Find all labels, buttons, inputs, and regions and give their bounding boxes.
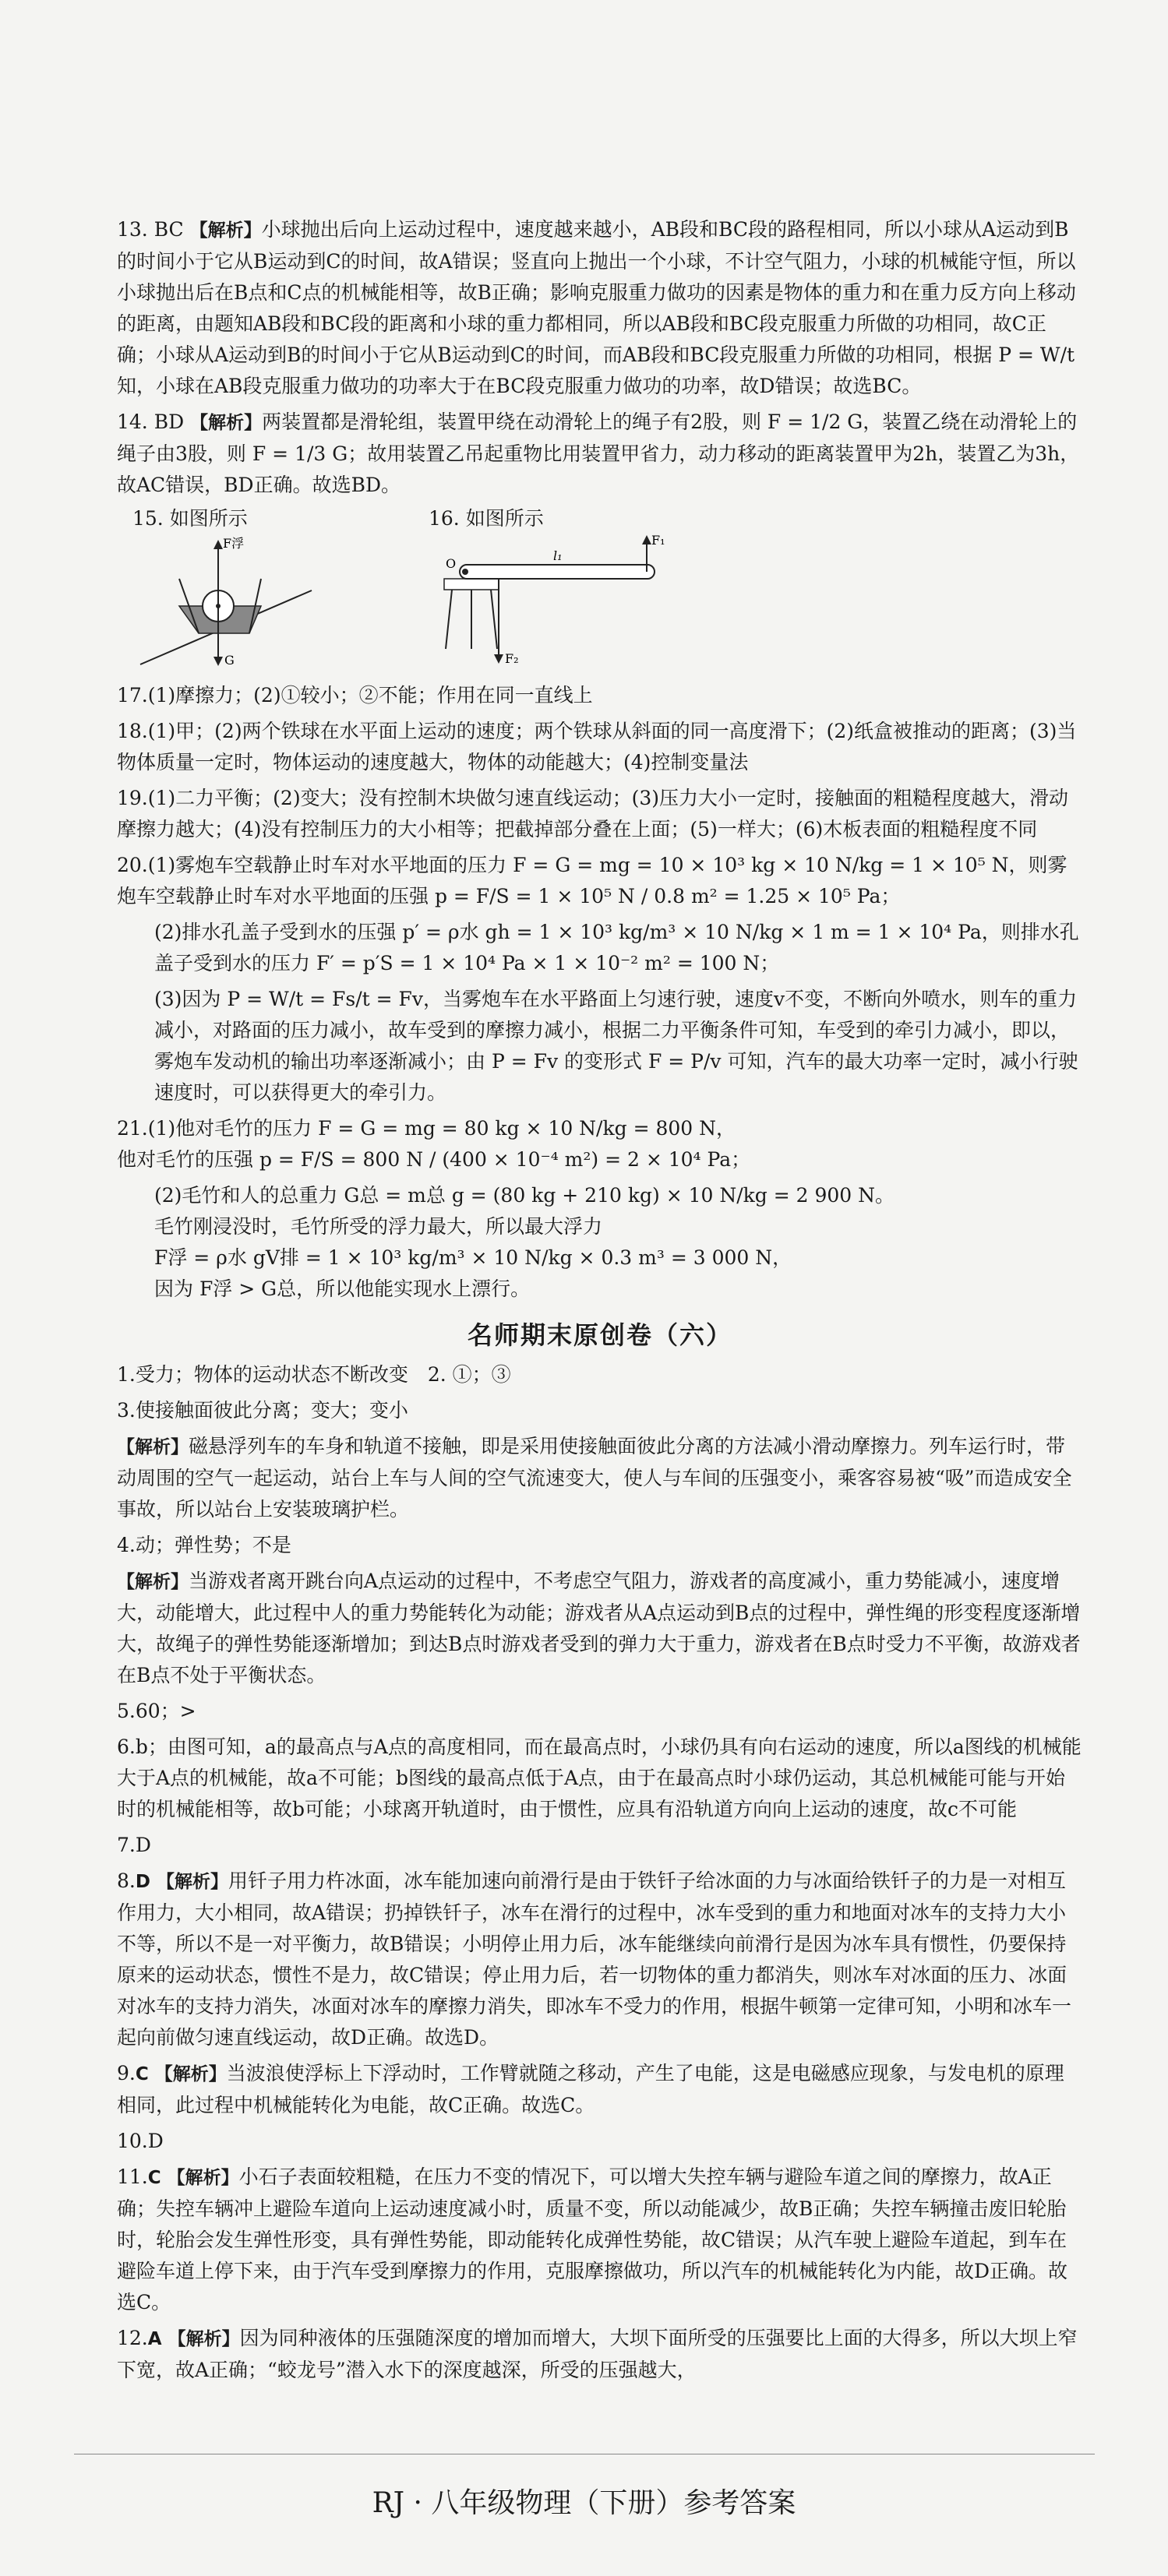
answer-3 xyxy=(117,1395,1083,1426)
answer-21-2 xyxy=(117,1180,1083,1305)
answer-text: 磁悬浮列车的车身和轨道不接触，即是采用使接触面彼此分离的方法减小滑动摩擦力。列车运行时，带动周围的空气一起运动，站台上车与人间的空气流速变大，使人与车间的压强变小，乘客容易被“吸”而造成安全事故，所以站台上安装玻璃护栏。 xyxy=(117,1435,1072,1521)
buoyancy-diagram xyxy=(132,532,319,672)
answer-text: 使接触面彼此分离；变大；变小 xyxy=(135,1399,408,1422)
answer-text: 当波浪使浮标上下浮动时，工作臂就随之移动，产生了电能，这是电磁感应现象，与发电机的原理相同，此过程中机械能转化为电能，故C正确。故选C。 xyxy=(117,2062,1064,2116)
f1-label: F₁ xyxy=(651,533,665,548)
buoyant-force-label: F浮 xyxy=(223,536,245,551)
figure-16 xyxy=(429,506,678,675)
answer-9 xyxy=(117,2058,1083,2121)
answer-number: 8. xyxy=(117,1869,136,1892)
answer-text: 用钎子用力杵冰面，冰车能加速向前滑行是由于铁钎子给冰面的力与冰面给铁钎子的力是一对相互作用力，大小相同，故A错误；扔掉铁钎子，冰车在滑行的过程中，冰车受到的重力和地面对冰车的支持力大小不等，所以不是一对平衡力，故B错误；小明停止用力后，冰车能继续向前滑行是因为冰车具有惯性，仍要保持原来的运动状态，惯性不是力，故C错误；停止用力后，若一切物体的重力都消失，则冰车对冰面的压力、冰面对冰车的支持力消失，冰面对冰车的摩擦力消失，即冰车不受力的作用，根据牛顿第一定律可知，小明和冰车一起向前做匀速直线运动，故D正确。故选D。 xyxy=(117,1869,1072,2049)
answer-number: 20. xyxy=(117,854,148,876)
answer-text: 两装置都是滑轮组，装置甲绕在动滑轮上的绳子有2股，则 F = 1/2 G，装置乙绕在动滑轮上的绳子由3股，则 F = 1/3 G；故用装置乙吊起重物比用装置甲省力，动力移动的距离装置甲为2h，装置乙为3h，故AC错误，BD正确。故选BD。 xyxy=(117,411,1080,496)
answer-text: (1)二力平衡；(2)变大；没有控制木块做匀速直线运动；(3)压力大小一定时，接触面的粗糙程度越大，滑动摩擦力越大；(4)没有控制压力的大小相等；把截掉部分叠在上面；(5)一样大；(6)木板表面的粗糙程度不同 xyxy=(117,787,1069,840)
fulcrum-point xyxy=(462,569,468,575)
answer-5 xyxy=(117,1696,1083,1727)
answer-text: b；由图可知，a的最高点与A点的高度相同，而在最高点时，小球仍具有向右运动的速度，所以a图线的机械能大于A点的机械能，故a不可能；b图线的最高点低于A点，由于在最高点时小球仍运动，其总机械能可能与开始时的机械能相等，故b可能；小球离开轨道时，由于惯性，应具有沿轨道方向向上运动的速度，故c不可能 xyxy=(117,1736,1082,1820)
answer-number: 4. xyxy=(117,1534,136,1556)
figure-16-label: 16. 如图所示 xyxy=(429,507,544,530)
page-footer: RJ · 八年级物理（下册）参考答案 xyxy=(372,2487,796,2519)
analysis-4 xyxy=(117,1566,1083,1691)
figure-15-label: 15. 如图所示 xyxy=(132,507,248,530)
answer-20-1 xyxy=(117,850,1083,912)
answer-text: 受力；物体的运动状态不断改变 2. ①；③ xyxy=(135,1363,511,1386)
answer-text: (1)雾炮车空载静止时车对水平地面的压力 F = G = mg = 10 × 10³ kg × 10 N/kg = 1 × 10⁵ N，则雾炮车空载静止时车对水平地面的压强 p = F/S = 1 × 10⁵ N / 0.8 m² = 1.25 × 10⁵ Pa； xyxy=(117,854,1067,907)
answer-content xyxy=(117,214,1083,2391)
answer-number: 21. xyxy=(117,1117,148,1140)
analysis-tag: 【解析】 xyxy=(189,220,262,241)
stool-top xyxy=(444,579,499,590)
answer-7 xyxy=(117,1830,1083,1861)
stool-leg-right xyxy=(491,590,497,649)
buoyant-arrow-head xyxy=(213,540,223,549)
gravity-arrow-head xyxy=(213,657,223,666)
fulcrum-label: O xyxy=(446,556,457,571)
answer-text: 当游戏者离开跳台向A点运动的过程中，不考虑空气阻力，游戏者的高度减小，重力势能减小，速度增大，动能增大，此过程中人的重力势能转化为动能；游戏者从A点运动到B点的过程中，弹性绳的形变程度逐渐增大，故绳子的弹性势能逐渐增加；到达B点时游戏者受到的弹力大于重力，游戏者在B点时受力不平衡，故游戏者在B点不处于平衡状态。 xyxy=(117,1570,1081,1686)
answer-text: (2)毛竹和人的总重力 G总 = m总 g = (80 kg + 210 kg) × 10 N/kg = 2 900 N。 毛竹刚浸没时，毛竹所受的浮力最大，所以最大浮力 F浮 = ρ水 gV排 = 1 × 10³ kg/m³ × 10 N/kg × 0.3 m³ = 3 000 N， 因为 F浮 > G总，所以他能实现水上漂行。 xyxy=(154,1184,895,1300)
answer-number: 7. xyxy=(117,1834,136,1856)
answer-text: 小石子表面较粗糙，在压力不变的情况下，可以增大失控车辆与避险车道之间的摩擦力，故A正确；失控车辆冲上避险车道向上运动速度减小时，质量不变，所以动能减少，故B正确；失控车辆撞击废旧轮胎时，轮胎会发生弹性形变，具有弹性势能，即动能转化成弹性势能，故C错误；从汽车驶上避险车道起，到车在避险车道上停下来，由于汽车受到摩擦力的作用，克服摩擦做功，所以汽车的机械能转化为内能，故D正确。故选C。 xyxy=(117,2165,1068,2313)
answer-number: 3. xyxy=(117,1399,136,1422)
analysis-tag: 【解析】 xyxy=(117,1572,189,1592)
answer-number: 11. xyxy=(117,2165,148,2188)
answer-text: (1)甲；(2)两个铁球在水平面上运动的速度；两个铁球从斜面的同一高度滑下；(2)纸盒被推动的距离；(3)当物体质量一定时，物体运动的速度越大，物体的动能越大；(4)控制变量法 xyxy=(117,720,1077,774)
stool-leg-left xyxy=(446,590,452,649)
analysis-tag: D 【解析】 xyxy=(135,1872,228,1892)
f2-arrow-head xyxy=(494,654,503,664)
answer-text: 60；> xyxy=(135,1700,196,1722)
answer-21-1 xyxy=(117,1113,1083,1175)
answer-text: (1)他对毛竹的压力 F = G = mg = 80 kg × 10 N/kg = 800 N， 他对毛竹的压强 p = F/S = 800 N / (400 × 10⁻⁴ m²) = 2 × 10⁴ Pa； xyxy=(117,1117,751,1171)
figure-15 xyxy=(132,506,319,675)
f2-label: F₂ xyxy=(505,651,519,666)
answer-17 xyxy=(117,680,1083,711)
answer-12 xyxy=(117,2323,1083,2386)
answer-number: 14. BD xyxy=(117,411,185,433)
lever-diagram xyxy=(429,532,678,672)
answer-14 xyxy=(117,407,1083,501)
analysis-3 xyxy=(117,1431,1083,1525)
answer-number: 10. xyxy=(117,2130,148,2152)
answer-text: D xyxy=(135,1834,151,1856)
answer-number: 1. xyxy=(117,1363,136,1386)
answer-text: 小球抛出后向上运动过程中，速度越来越小，AB段和BC段的路程相同，所以小球从A运动到B的时间小于它从B运动到C的时间，故A错误；竖直向上抛出一个小球，不计空气阻力，小球的机械能守恒，所以小球抛出后在B点和C点的机械能相等，故B正确；影响克服重力做功的因素是物体的重力和在重力反方向上移动的距离，由题知AB段和BC段的距离和小球的重力都相同，所以AB段和BC段克服重力所做的功相同，故C正确；小球从A运动到B的时间小于它从B运动到C的时间，而AB段和BC段克服重力所做的功相同，根据 P = W/t 知，小球在AB段克服重力做功的功率大于在BC段克服重力做功的功率，故D错误；故选BC。 xyxy=(117,218,1082,397)
answer-number: 9. xyxy=(117,2062,136,2084)
answer-19 xyxy=(117,783,1083,845)
answer-4 xyxy=(117,1530,1083,1561)
analysis-tag: 【解析】 xyxy=(117,1437,189,1457)
answer-text: (1)摩擦力；(2)①较小；②不能；作用在同一直线上 xyxy=(147,684,593,707)
answer-number: 6. xyxy=(117,1736,136,1758)
answer-1 xyxy=(117,1359,1083,1390)
analysis-tag: C 【解析】 xyxy=(135,2064,227,2084)
figures-row xyxy=(132,506,1083,675)
answer-text: 动；弹性势；不是 xyxy=(135,1534,291,1556)
analysis-tag: 【解析】 xyxy=(190,413,263,433)
answer-number: 5. xyxy=(117,1700,136,1722)
answer-text: (3)因为 P = W/t = Fs/t = Fv，当雾炮车在水平路面上匀速行驶，速度v不变，不断向外喷水，则车的重力减小，对路面的压力减小，故车受到的摩擦力减小，根据二力平衡条件可知，车受到的牵引力减小，即以，雾炮车发动机的输出功率逐渐减小；由 P = Fv 的变形式 F = P/v 可知，汽车的最大功率一定时，减小行驶速度时，可以获得更大的牵引力。 xyxy=(154,988,1078,1104)
analysis-tag: C 【解析】 xyxy=(147,2168,239,2188)
gravity-label: G xyxy=(224,653,235,668)
answer-20-2 xyxy=(117,917,1083,979)
answer-number: 13. BC xyxy=(117,218,184,241)
answer-11 xyxy=(117,2162,1083,2318)
answer-18 xyxy=(117,716,1083,778)
arm-label: l₁ xyxy=(553,548,563,563)
answer-number: 18. xyxy=(117,720,148,742)
answer-number: 17. xyxy=(117,684,148,707)
analysis-tag: A 【解析】 xyxy=(147,2329,240,2349)
answer-number: 12. xyxy=(117,2327,148,2349)
answer-6 xyxy=(117,1732,1083,1825)
section-title: 名师期末原创卷（六） xyxy=(467,1320,732,1350)
answer-8 xyxy=(117,1866,1083,2053)
answer-text: D xyxy=(147,2130,164,2152)
answer-10 xyxy=(117,2126,1083,2157)
answer-number: 19. xyxy=(117,787,148,809)
answer-20-3 xyxy=(117,984,1083,1108)
answer-13 xyxy=(117,214,1083,402)
answer-text: 因为同种液体的压强随深度的增加而增大，大坝下面所受的压强要比上面的大得多，所以大坝上窄下宽，故A正确；“蛟龙号”潜入水下的深度越深，所受的压强越大， xyxy=(117,2327,1078,2381)
lever-bar xyxy=(460,565,655,579)
f1-arrow-head xyxy=(642,535,651,544)
answer-text: (2)排水孔盖子受到水的压强 p′ = ρ水 gh = 1 × 10³ kg/m³ × 10 N/kg × 1 m = 1 × 10⁴ Pa，则排水孔盖子受到水的压力 F′ = p′S = 1 × 10⁴ Pa × 1 × 10⁻² m² = 100 N； xyxy=(154,921,1079,974)
